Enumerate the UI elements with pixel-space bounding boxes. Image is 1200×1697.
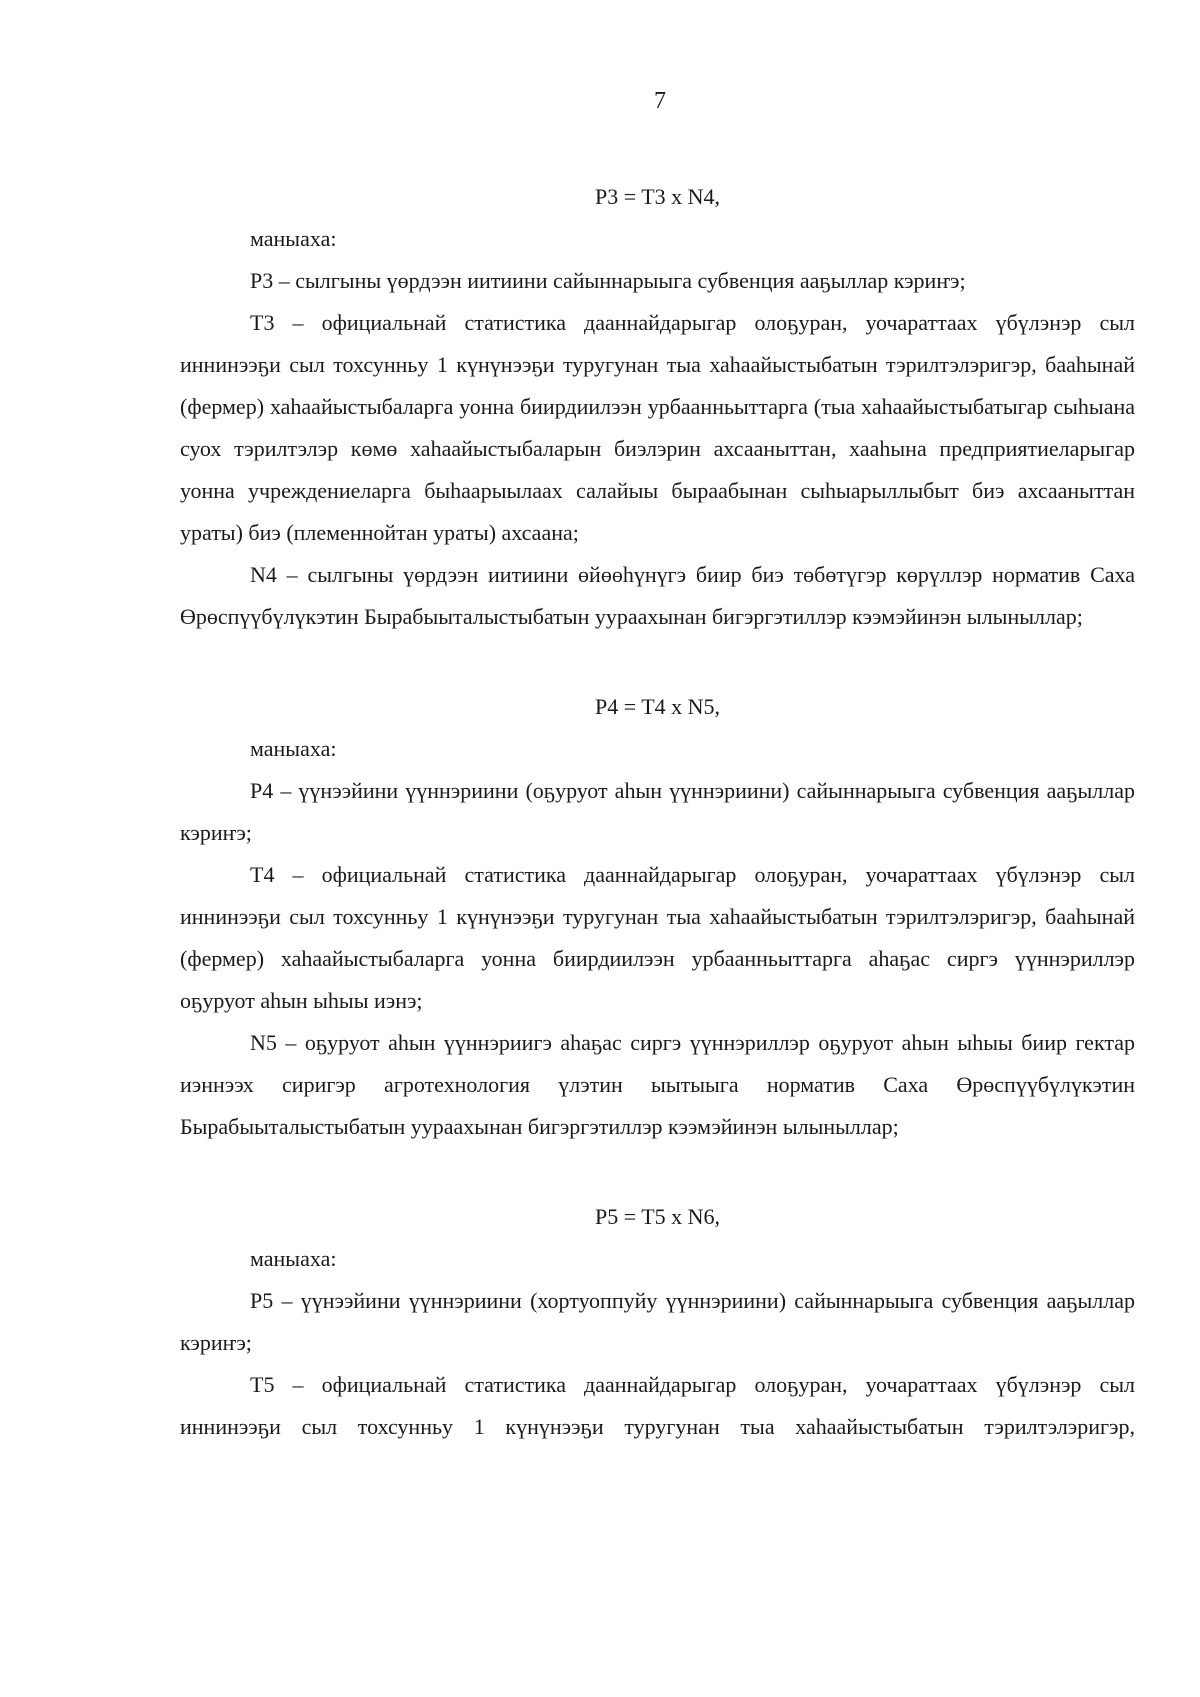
definition-p3: P3 – сылгыны үөрдээн иитиини сайыннарыыга субвенция ааҕыллар кэриҥэ; xyxy=(250,268,966,293)
page-number: 7 xyxy=(654,88,666,114)
definition-n5: N5 – оҕуруот аһын үүннэриигэ аһаҕас сиргэ үүннэриллэр оҕуруот аһын ыһыы биир гектар иэннээх сиригэр агротехнология үлэтин ыытыыга норматив Саха Өрөспүүбүлүкэтин Бырабыыталыстыбатын уураахынан бигэргэтиллэр кээмэйинэн ылыныллар; xyxy=(180,1030,1135,1139)
definition-p4: P4 – үүнээйини үүннэриини (оҕуруот аһын үүннэриини) сайыннарыыга субвенция ааҕыллар кэриҥэ; xyxy=(180,778,1135,845)
document-body xyxy=(180,176,1135,1448)
where-label: маныаха: xyxy=(250,226,337,251)
definition-n4: N4 – сылгыны үөрдээн иитиини өйөөһүнүгэ биир биэ төбөтүгэр көрүллэр норматив Саха Өрөспүүбүлүкэтин Бырабыыталыстыбатын уураахынан бигэргэтиллэр кээмэйинэн ылыныллар; xyxy=(180,562,1135,629)
definition-t5: T5 – официальнай статистика дааннайдарыгар олоҕуран, уочараттаах үбүлэнэр сыл иннинээҕи сыл тохсунньу 1 күнүнээҕи туругунан тыа хаһаайыстыбатын тэрилтэлэригэр, xyxy=(180,1372,1135,1439)
formula-p4: P4 = T4 x N5, xyxy=(594,694,721,719)
formula-p3: P3 = T3 x N4, xyxy=(594,184,721,209)
definition-p5: P5 – үүнээйини үүннэриини (хортуоппуйу үүннэриини) сайыннарыыга субвенция ааҕыллар кэриҥэ; xyxy=(180,1288,1135,1355)
where-label: маныаха: xyxy=(250,736,337,761)
definition-t3: T3 – официальнай статистика дааннайдарыгар олоҕуран, уочараттаах үбүлэнэр сыл иннинээҕи сыл тохсунньу 1 күнүнээҕи туругунан тыа хаһаайыстыбатын тэрилтэлэригэр, бааһынай (фермер) хаһаайыстыбаларга уонна биирдиилээн урбаанньыттарга (тыа хаһаайыстыбатыгар сыһыана суох тэрилтэлэр көмө хаһаайыстыбаларын биэлэрин ахсааныттан, хааһына предприятиеларыгар уонна учреждениеларга быһаарыылаах салайыы быраабынан сыһыарыллыбыт биэ ахсааныттан ураты) биэ (племеннойтан ураты) ахсаана; xyxy=(180,310,1135,545)
formula-p5: P5 = T5 x N6, xyxy=(594,1204,721,1229)
where-label: маныаха: xyxy=(250,1246,337,1271)
definition-t4: T4 – официальнай статистика дааннайдарыгар олоҕуран, уочараттаах үбүлэнэр сыл иннинээҕи сыл тохсунньу 1 күнүнээҕи туругунан тыа хаһаайыстыбатын тэрилтэлэригэр, бааһынай (фермер) хаһаайыстыбаларга уонна биирдиилээн урбаанньыттарга аһаҕас сиргэ үүннэриллэр оҕуруот аһын ыһыы иэнэ; xyxy=(180,862,1135,1013)
